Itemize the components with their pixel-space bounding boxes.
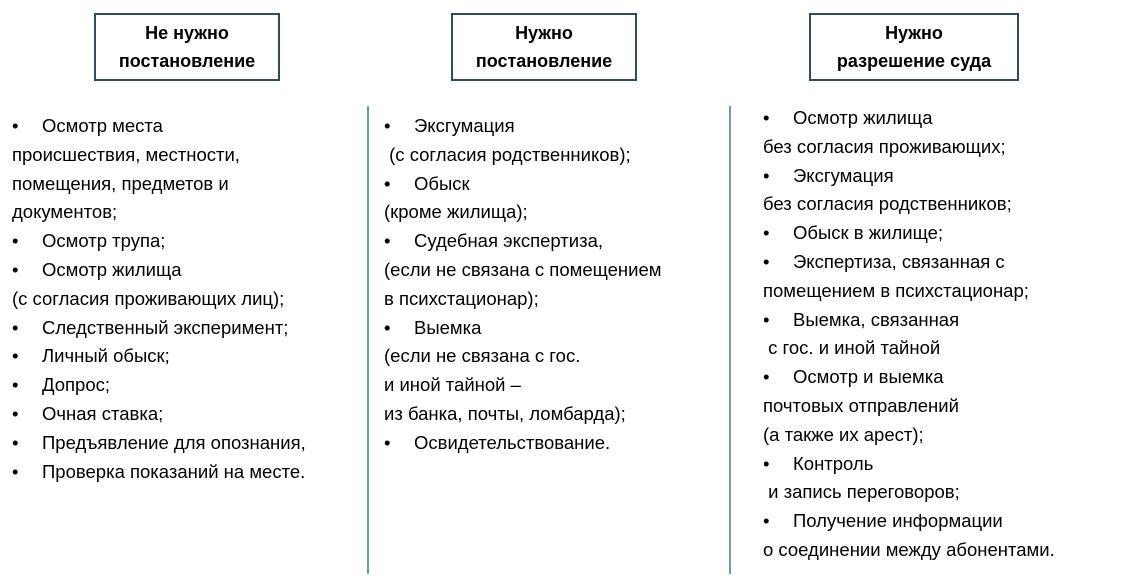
list-item-text: Эксгумация <box>414 115 515 136</box>
header-line: Нужно <box>885 23 943 43</box>
list-item-text: Получение информации <box>793 510 1003 532</box>
list-item-continuation <box>763 190 1055 219</box>
list-item <box>12 342 306 371</box>
list-item-continuation <box>384 371 661 400</box>
header-no-resolution <box>94 13 280 81</box>
list-item-text: (кроме жилища); <box>384 201 528 223</box>
list-item-continuation <box>12 198 306 227</box>
bullet-icon: • <box>763 107 770 128</box>
list-item-continuation <box>763 478 1055 507</box>
list-item-text: без согласия проживающих; <box>763 135 1006 157</box>
list-item-text: Судебная экспертиза, <box>414 230 604 252</box>
list-item <box>763 507 1055 536</box>
list-item <box>763 104 1055 133</box>
bullet-icon: • <box>384 172 391 194</box>
header-line: разрешение суда <box>836 51 992 71</box>
list-item-text: Экспертиза, связанная с <box>793 250 1005 272</box>
column-divider-right <box>729 106 731 574</box>
bullet-icon: • <box>763 452 770 474</box>
header-line: Не нужно <box>145 23 229 43</box>
list-item-text: и иной тайной – <box>384 374 521 396</box>
list-item <box>12 256 306 285</box>
list-item-text: Предъявление для опознания, <box>42 431 306 453</box>
list-item-continuation <box>763 133 1055 162</box>
list-item-continuation <box>763 421 1055 450</box>
list-item <box>763 306 1055 335</box>
bullet-icon: • <box>12 460 19 482</box>
list-item-text: Выемка <box>414 316 482 338</box>
list-item <box>763 450 1055 479</box>
list-item-continuation <box>763 334 1055 363</box>
bullet-icon: • <box>12 115 19 136</box>
bullet-icon: • <box>763 308 770 330</box>
list-court-permission <box>763 104 1055 565</box>
list-item <box>12 400 306 429</box>
list-item <box>12 429 306 458</box>
bullet-icon: • <box>384 115 391 136</box>
list-item-continuation <box>763 277 1055 306</box>
list-item-text: Проверка показаний на месте. <box>42 460 306 482</box>
list-item-text: из банка, почты, ломбарда); <box>384 402 626 424</box>
header-court-permission <box>809 13 1019 81</box>
list-item-continuation <box>384 198 661 227</box>
list-item-text: Следственный эксперимент; <box>42 316 289 338</box>
list-item-continuation <box>384 141 661 170</box>
list-item-text: документов; <box>12 201 118 223</box>
list-item-text: помещением в психстационар; <box>763 279 1029 301</box>
bullet-icon: • <box>763 250 770 272</box>
bullet-icon: • <box>12 230 19 252</box>
header-resolution <box>451 13 637 81</box>
bullet-icon: • <box>12 316 19 338</box>
list-item-continuation <box>384 342 661 371</box>
list-item-continuation <box>384 400 661 429</box>
list-item <box>763 162 1055 191</box>
list-item-text: и запись переговоров; <box>763 481 960 503</box>
bullet-icon: • <box>12 374 19 396</box>
list-item-text: Осмотр места <box>42 115 163 136</box>
list-item-text: (если не связана с помещением <box>384 258 662 280</box>
list-item-continuation <box>763 536 1055 565</box>
list-item-text: о соединении между абонентами. <box>763 538 1055 560</box>
list-item <box>12 458 306 487</box>
bullet-icon: • <box>12 431 19 453</box>
list-item-text: в психстационар); <box>384 287 539 309</box>
list-no-resolution <box>12 112 306 486</box>
list-item-text: Выемка, связанная <box>793 308 960 330</box>
list-item-continuation <box>12 170 306 199</box>
header-line: Нужно <box>515 23 573 43</box>
bullet-icon: • <box>12 345 19 367</box>
list-item-text: Осмотр трупа; <box>42 230 166 252</box>
list-item <box>763 219 1055 248</box>
column-divider-left <box>367 106 369 574</box>
list-item-continuation <box>763 392 1055 421</box>
header-line: постановление <box>475 51 613 71</box>
list-item <box>12 112 306 141</box>
list-item-text: Осмотр жилища <box>42 258 182 280</box>
list-item-text: Личный обыск; <box>42 345 170 367</box>
bullet-icon: • <box>384 431 391 453</box>
list-item-continuation <box>384 285 661 314</box>
list-item-text: Осмотр жилища <box>793 107 933 128</box>
list-item-text: без согласия родственников; <box>763 193 1012 215</box>
list-item <box>12 314 306 343</box>
list-item <box>384 429 661 458</box>
list-item-text: Допрос; <box>42 374 111 396</box>
list-item-text: Осмотр и выемка <box>793 366 944 388</box>
list-item-continuation <box>12 285 306 314</box>
bullet-icon: • <box>384 316 391 338</box>
bullet-icon: • <box>763 164 770 186</box>
list-resolution <box>384 112 661 458</box>
list-item-continuation <box>12 141 306 170</box>
list-item-text: почтовых отправлений <box>763 394 959 416</box>
list-item-text: Очная ставка; <box>42 402 164 424</box>
list-item-text: помещения, предметов и <box>12 172 229 194</box>
bullet-icon: • <box>384 230 391 252</box>
list-item-text: Контроль <box>793 452 874 474</box>
list-item-text: Освидетельствование. <box>414 431 611 453</box>
bullet-icon: • <box>12 402 19 424</box>
list-item <box>384 112 661 141</box>
bullet-icon: • <box>763 222 770 244</box>
list-item-text: происшествия, местности, <box>12 143 240 165</box>
list-item <box>12 227 306 256</box>
bullet-icon: • <box>763 366 770 388</box>
list-item-text: (а также их арест); <box>763 423 924 445</box>
header-line: постановление <box>118 51 256 71</box>
list-item <box>384 227 661 256</box>
bullet-icon: • <box>12 258 19 280</box>
list-item-text: с гос. и иной тайной <box>763 337 941 359</box>
list-item-text: (если не связана с гос. <box>384 345 581 367</box>
list-item-text: (с согласия родственников); <box>384 143 631 165</box>
list-item <box>12 371 306 400</box>
bullet-icon: • <box>763 510 770 532</box>
list-item <box>763 248 1055 277</box>
list-item <box>384 170 661 199</box>
list-item-text: Обыск <box>414 172 470 194</box>
list-item <box>763 363 1055 392</box>
list-item <box>384 314 661 343</box>
list-item-text: Обыск в жилище; <box>793 222 944 244</box>
list-item-text: (с согласия проживающих лиц); <box>12 287 285 309</box>
list-item-text: Эксгумация <box>793 164 894 186</box>
list-item-continuation <box>384 256 661 285</box>
